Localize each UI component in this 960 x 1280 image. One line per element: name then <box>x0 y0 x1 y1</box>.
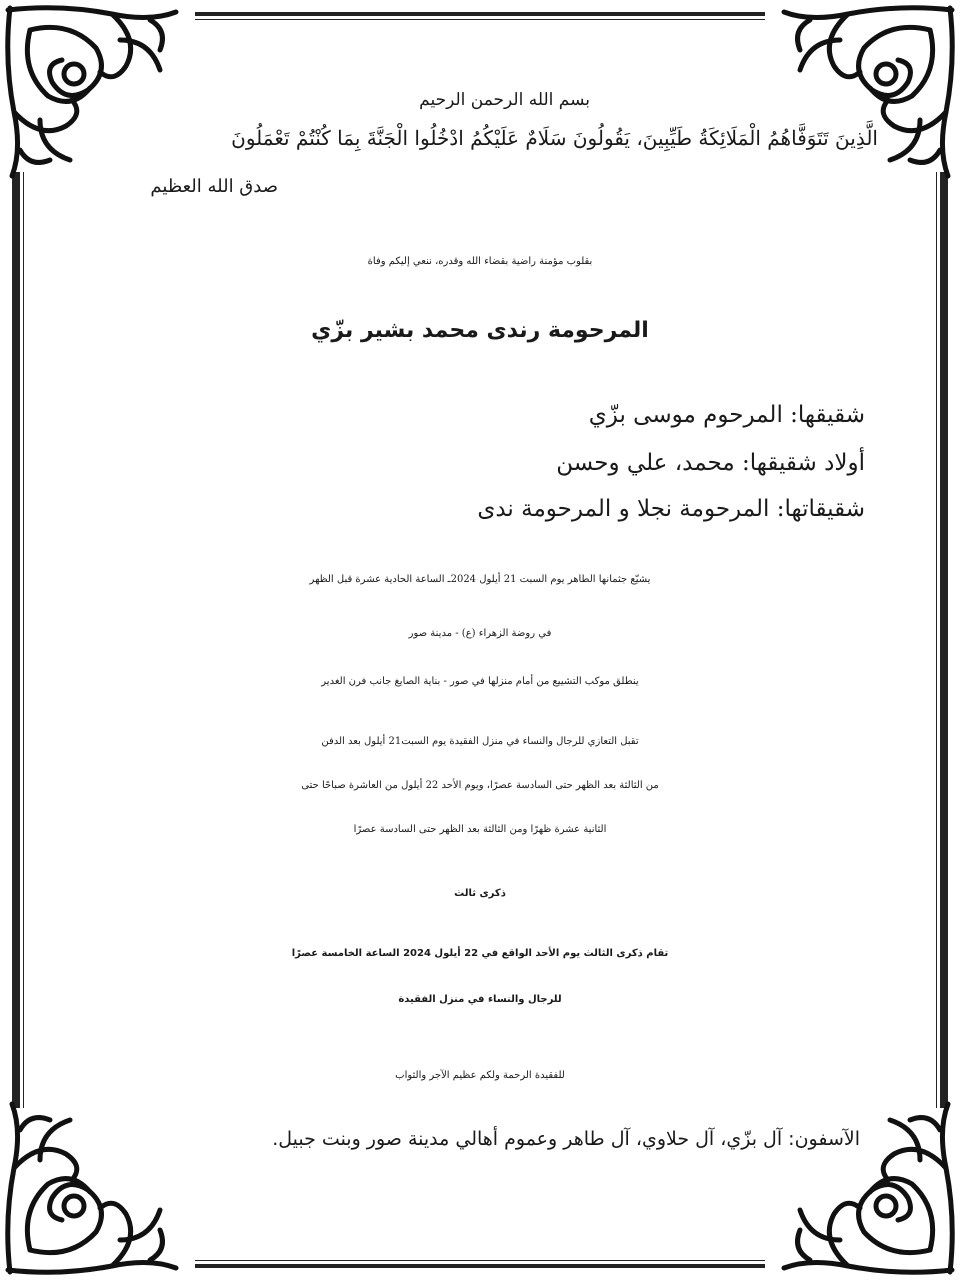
floral-corner-ornament-icon <box>0 0 190 190</box>
condolences-line-1: تقبل التعازي للرجال والنساء في منزل الفقيدة يوم السبت21 أيلول بعد الدفن <box>321 736 639 747</box>
basmala: بسم الله الرحمن الرحيم <box>419 90 590 110</box>
frame-bottom-line <box>195 1264 765 1268</box>
floral-corner-ornament-icon <box>770 1090 960 1280</box>
funeral-line-2: في روضة الزهراء (ع) - مدينة صور <box>408 628 552 639</box>
condolences-line-3: الثانية عشرة ظهرًا ومن الثالثة بعد الظهر حتى السادسة عصرًا <box>353 824 607 835</box>
third-day-heading: ذكرى ثالث <box>454 888 506 899</box>
relative-line: شقيقها: المرحوم موسى بزّي <box>588 402 865 428</box>
third-day-line-1: تقام ذكرى الثالث يوم الأحد الواقع في 22 أيلول 2024 الساعة الخامسة عصرًا <box>291 948 669 959</box>
closing-prayer: للفقيدة الرحمة ولكم عظيم الآجر والثواب <box>395 1070 565 1081</box>
floral-corner-ornament-icon <box>0 1090 190 1280</box>
frame-right-line <box>940 172 948 1108</box>
funeral-line-3: ينطلق موكب التشييع من أمام منزلها في صور - بناية الصايغ جانب فرن الغدير <box>321 676 639 687</box>
frame-top-line <box>195 12 765 16</box>
frame-left-line <box>12 172 20 1108</box>
frame-right-line-inner <box>936 172 937 1108</box>
frame-bottom-line-inner <box>195 1260 765 1261</box>
relative-line: شقيقاتها: المرحومة نجلا و المرحومة ندى <box>477 496 865 522</box>
relative-line: أولاد شقيقها: محمد، علي وحسن <box>556 450 865 476</box>
funeral-line-1: يشيّع جثمانها الطاهر يوم السبت 21 أيلول 2024ـ الساعة الحادية عشرة قبل الظهر <box>309 574 651 585</box>
third-day-line-2: للرجال والنساء في منزل الفقيدة <box>398 994 562 1005</box>
quran-verse: الَّذِينَ تَتَوَفَّاهُمُ الْمَلَائِكَةُ طَيِّبِينَ، يَقُولُونَ سَلَامٌ عَلَيْكُمُ ادْخُلُوا الْجَنَّةَ بِمَا كُنْتُمْ تَعْمَلُونَ <box>231 126 878 150</box>
mourners-line: الآسفون: آل بزّي، آل حلاوي، آل طاهر وعموم أهالي مدينة صور وبنت جبيل. <box>272 1128 860 1150</box>
condolences-line-2: من الثالثة بعد الظهر حتى السادسة عصرًا، ويوم الأحد 22 أيلول من العاشرة صباحًا حتى <box>301 780 659 791</box>
sadaqa-line: صدق الله العظيم <box>150 176 278 197</box>
announcement-intro: بقلوب مؤمنة راضية بقضاء الله وقدره، ننعي إليكم وفاة <box>367 256 593 267</box>
frame-top-line-inner <box>195 19 765 20</box>
deceased-name: المرحومة رندى محمد بشير بزّي <box>311 318 649 343</box>
frame-left-line-inner <box>23 172 24 1108</box>
floral-corner-ornament-icon <box>770 0 960 190</box>
